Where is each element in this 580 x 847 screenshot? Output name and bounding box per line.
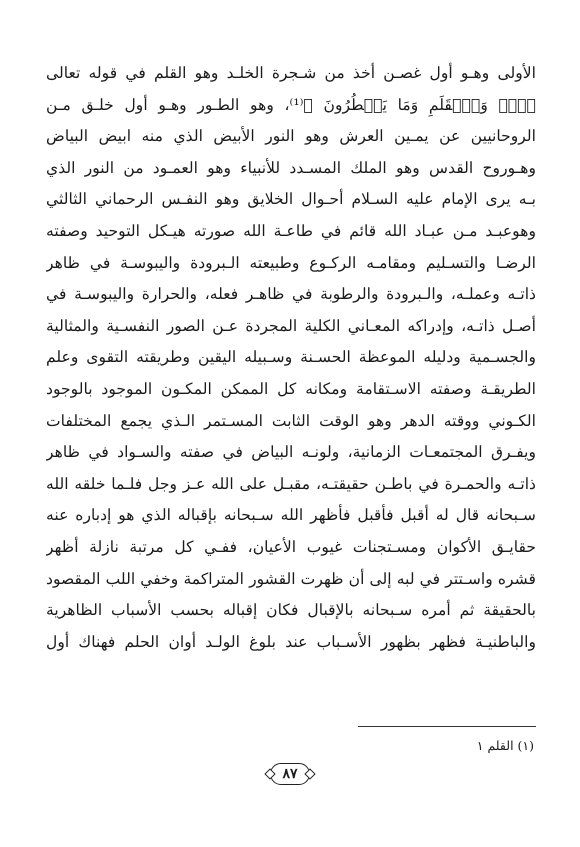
text-line: الطريقـة وصفته الاسـتقامة ومكانه كل الممكن المكـون الموجود بالوجود — [46, 379, 536, 398]
page-number-label: ٨٧ — [282, 766, 298, 782]
text-line: سـبحانه قال له أقبل فأقبل فأظهر الله سـبحانه بإقباله الذي هو إدباره عنه — [46, 506, 536, 525]
text-line: والجسـمية ودليله الموعظة الحسـنة وسـبيله اليقين وطريقته التقوى وعلم — [46, 348, 536, 367]
text-line: والباطنيـة فظهر بظهور الأسـباب عند بلوغ الولـد أوان الحلم فهناك أول — [46, 632, 536, 651]
text-line: قشره واسـتتر في لبه إلى أن ظهرت القشور المتراكمة وخفي اللب المقصود — [46, 569, 536, 588]
text-line: ﴿نٓۚ وَٱلۡقَلَمِ وَمَا يَسۡطُرُونَ ﴾⁽¹⁾، وهو الطـور وهـو أول خلـق مـن — [46, 95, 536, 114]
text-line: بالحقيقة ثم أمره سـبحانه بالإقبال فكان إقباله بحسب الأسباب الظاهرية — [46, 601, 536, 620]
text-line: الكـوني ووقته الدهر وهو الوقت الثابت المسـتمر الـذي يجمع المختلفات — [46, 411, 536, 430]
text-line: الروحانيين عن يمـين العرش وهو النور الأبيض الذي منه ابيض البياض — [46, 127, 536, 146]
text-line: ذاتـه وعملـه، والـبرودة والرطوبة في ظاهـر فعله، والحرارة واليبوسـة في — [46, 285, 536, 304]
text-line: وهوعبـد مـن عبـاد الله قائم في طاعـة الله صورته هيـكل التوحيد وصفته — [46, 221, 536, 240]
body-text — [46, 58, 536, 658]
text-line: الرضـا والتسـليم ومقامـه الركـوع وطبيعته الـبرودة واليبوسـة في ظاهر — [46, 253, 536, 272]
text-line: الأولى وهـو أول غصـن أخذ من شـجرة الخلـد وهو القلم في قوله تعالى — [46, 64, 536, 82]
text-line: بـه يرى الإمام عليه السـلام أحـوال الخلايق وهو النفـس الرحماني الثالثي — [46, 190, 536, 209]
text-line: حقايـق الأكوان ومسـتجنات غيوب الأعيان، ففـي كل مرتبة نازلة أظهر — [46, 537, 536, 556]
text-line: ويفـرق المجتمعـات الزمانية، ولونـه البياض في صفته والسـواد في ظاهر — [46, 443, 536, 462]
text-line: ذاتـه والحمـرة في باطـن حقيقتـه، مقبـل على الله عـز وجل فلـما خلقه الله — [46, 474, 536, 493]
text-line: وهـوروح القدس وهو الملك المسـدد للأنبياء وهو العمـود من النور الذي — [46, 158, 536, 177]
page-number — [270, 763, 310, 785]
footnote-divider — [358, 726, 536, 727]
text-line: أصـل ذاتـه، وإدراكه المعـاني الكلية المجردة عـن الصور النفسـية والمثالية — [46, 316, 536, 335]
footnote: (١) القلم ١ — [476, 738, 534, 753]
